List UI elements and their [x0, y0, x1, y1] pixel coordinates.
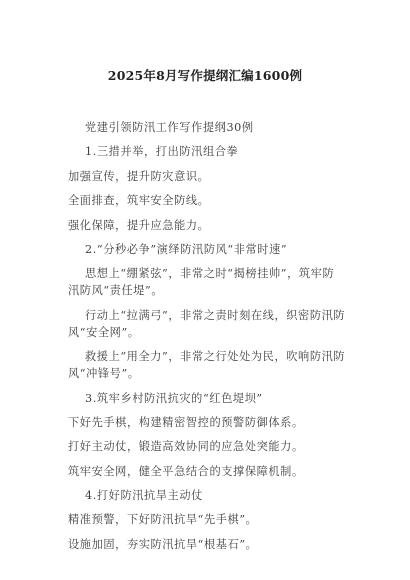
- outline-paragraph: [68, 348, 348, 382]
- paragraph-line: 汛防风“责任堤”。: [68, 284, 164, 298]
- document-title: 2025年8月写作提纲汇编1600例: [107, 68, 303, 83]
- outline-item: 打好主动仗，锻造高效协同的应急处突能力。: [68, 440, 304, 454]
- outline-item: 精准预警，下好防汛抗旱“先手棋”。: [68, 513, 258, 527]
- outline-item: 下好先手棋，构建精密智控的预警防御体系。: [68, 415, 304, 429]
- paragraph-line: 救援上“用全力”，非常之行处处为民，吹响防汛防: [85, 350, 346, 364]
- paragraph-line: 行动上“拉满弓”，非常之责时刻在线，织密防汛防: [85, 308, 346, 322]
- outline-item: 强化保障，提升应急能力。: [68, 218, 210, 232]
- outline-heading-4: 4.打好防汛抗旱主动仗: [85, 489, 203, 503]
- section-heading: 党建引领防汛工作写作提纲30例: [85, 121, 254, 134]
- outline-paragraph: [68, 307, 348, 341]
- paragraph-line: 思想上“绷紧弦”，非常之时“揭榜挂帅”，筑牢防: [85, 267, 335, 281]
- paragraph-line: 风“安全网”。: [68, 325, 140, 339]
- outline-heading-3: 3.筑牢乡村防汛抗灾的“红色堤坝”: [85, 391, 263, 405]
- outline-heading-2: 2.“分秒必争”演绎防汛防风“非常时速”: [85, 242, 288, 256]
- outline-item: 设施加固，夯实防汛抗旱“根基石”。: [68, 537, 258, 551]
- outline-paragraph: [68, 265, 348, 299]
- document-body: [68, 119, 348, 560]
- outline-item: 全面排查，筑牢安全防线。: [68, 194, 210, 208]
- paragraph-line: 风“冲锋号”。: [68, 367, 140, 381]
- outline-item: 加强宣传，提升防灾意识。: [68, 169, 210, 183]
- outline-item: 筑牢安全网，健全平急结合的支撑保障机制。: [68, 464, 304, 478]
- outline-heading-1: 1.三措并举，打出防汛组合拳: [85, 145, 239, 159]
